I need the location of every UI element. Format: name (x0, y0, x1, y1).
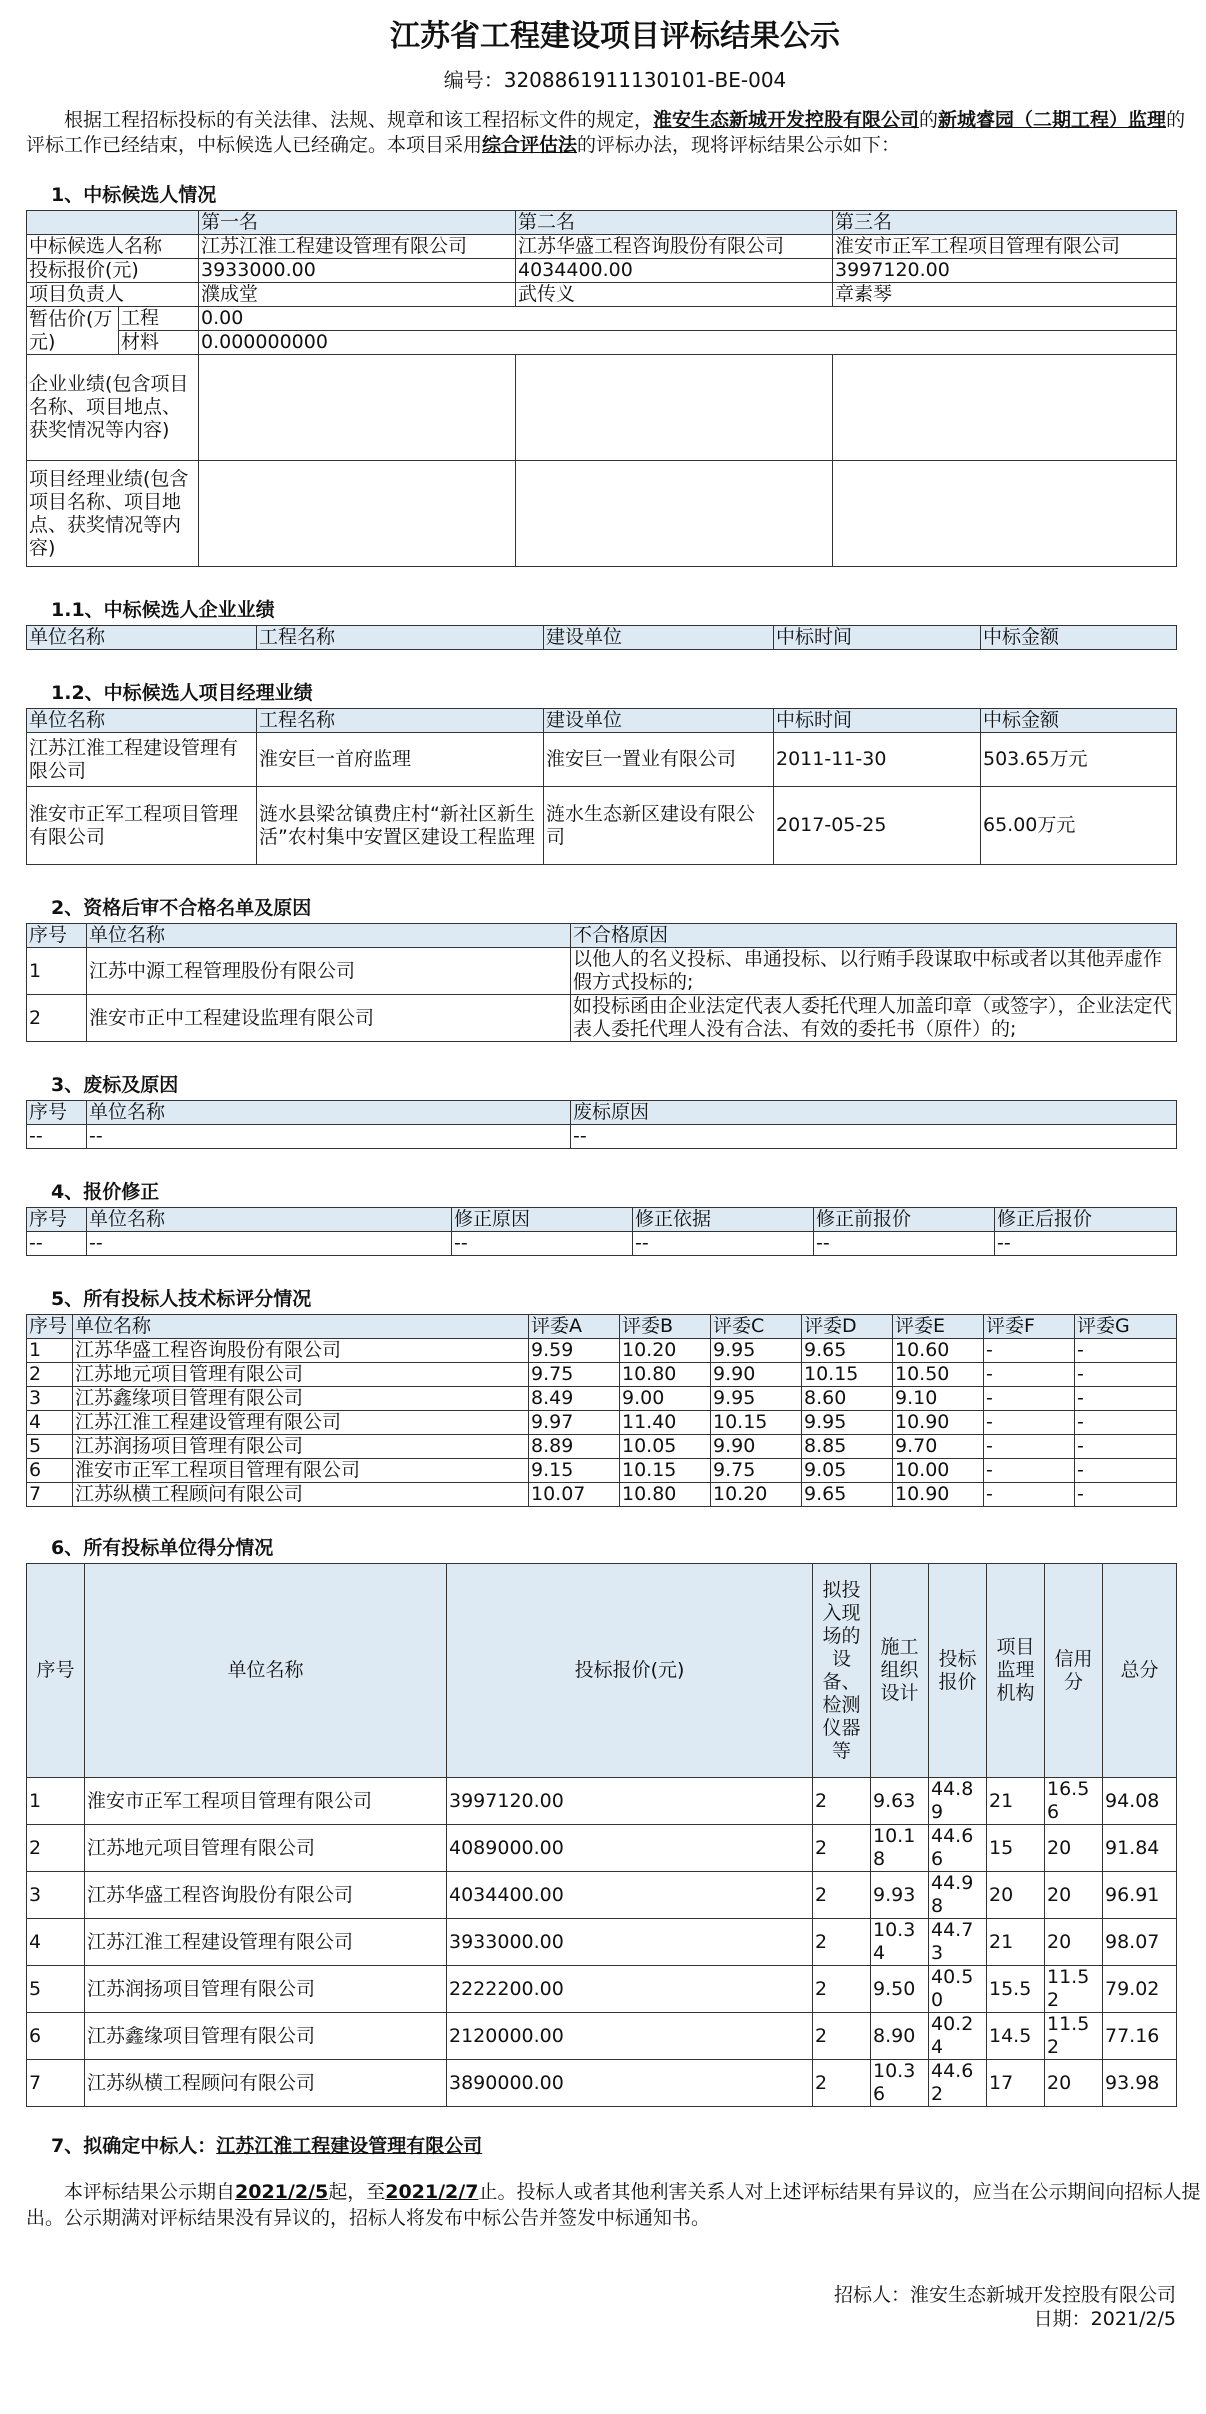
table-row: 1 淮安市正军工程项目管理有限公司 3997120.00 2 9.63 44.89 21 16.56 94.08 (27, 1778, 1177, 1825)
table-row: 1 江苏华盛工程咨询股份有限公司 9.59 10.20 9.95 9.65 10.60 - - (27, 1339, 1177, 1363)
table-row: 第一名 第二名 第三名 (27, 211, 1177, 235)
winner-name: 江苏江淮工程建设管理有限公司 (216, 2135, 483, 2157)
signature-block (26, 2283, 1204, 2331)
price-correction-table (26, 1207, 1177, 1256)
publicity-start: 2021/2/5 (235, 2181, 329, 2203)
section-2-title: 2、资格后审不合格名单及原因 (51, 897, 312, 919)
rejected-bids-table (26, 1100, 1177, 1149)
evaluation-method: 综合评估法 (482, 134, 578, 156)
table-row: 序号 单位名称 评委A 评委B 评委C 评委D 评委E 评委F 评委G (27, 1315, 1177, 1339)
table-row: 项目负责人 濮成堂 武传义 章素琴 (27, 283, 1177, 307)
section-4 (26, 1177, 1204, 1256)
table-row: 5 江苏润扬项目管理有限公司 2222200.00 2 9.50 40.50 15.5 11.52 79.02 (27, 1966, 1177, 2013)
section-3-title: 3、废标及原因 (51, 1074, 179, 1096)
table-row: 7 江苏纵横工程顾问有限公司 10.07 10.80 10.20 9.65 10.90 - - (27, 1483, 1177, 1507)
manager-performance-table (26, 708, 1177, 865)
table-row: 投标报价(元) 3933000.00 4034400.00 3997120.00 (27, 259, 1177, 283)
table-row: 淮安市正军工程项目管理有限公司 涟水县梁岔镇费庄村“新社区新生活”农村集中安置区建设工程监理 涟水生态新区建设有限公司 2017-05-25 65.00万元 (27, 787, 1177, 865)
table-row: -- -- -- -- -- -- (27, 1232, 1177, 1256)
table-row: 江苏江淮工程建设管理有限公司 淮安巨一首府监理 淮安巨一置业有限公司 2011-11-30 503.65万元 (27, 733, 1177, 787)
page-title: 江苏省工程建设项目评标结果公示 (390, 19, 840, 54)
publicity-end: 2021/2/7 (385, 2181, 479, 2203)
section-5 (26, 1284, 1204, 1507)
section-6 (26, 1533, 1204, 2107)
date-line: 日期：2021/2/5 (1033, 2308, 1176, 2330)
disqualified-table (26, 923, 1177, 1042)
section-6-title: 6、所有投标单位得分情况 (51, 1537, 274, 1559)
table-row: 序号 单位名称 修正原因 修正依据 修正前报价 修正后报价 (27, 1208, 1177, 1232)
table-row: 2 江苏地元项目管理有限公司 4089000.00 2 10.18 44.66 15 20 91.84 (27, 1825, 1177, 1872)
table-row: 3 江苏鑫缘项目管理有限公司 8.49 9.00 9.95 8.60 9.10 - - (27, 1387, 1177, 1411)
candidates-table (26, 210, 1177, 567)
table-row: 材料 0.000000000 (27, 331, 1177, 355)
section-1-2 (26, 678, 1204, 865)
table-row: 单位名称 工程名称 建设单位 中标时间 中标金额 (27, 626, 1177, 650)
table-row: 序号 单位名称 废标原因 (27, 1101, 1177, 1125)
table-row: 项目经理业绩(包含项目名称、项目地点、获奖情况等内容) (27, 461, 1177, 567)
intro-paragraph: 根据工程招标投标的有关法律、法规、规章和该工程招标文件的规定，淮安生态新城开发控股有限公司的新城睿园（二期工程）监理的评标工作已经结束，中标候选人已经确定。本项目采用综合评估法的评标办法，现将评标结果公示如下： (26, 109, 1186, 156)
section-2 (26, 893, 1204, 1042)
section-1 (26, 180, 1204, 567)
table-row: 2 江苏地元项目管理有限公司 9.75 10.80 9.90 10.15 10.50 - - (27, 1363, 1177, 1387)
section-3 (26, 1070, 1204, 1149)
table-row: 5 江苏润扬项目管理有限公司 8.89 10.05 9.90 8.85 9.70 - - (27, 1435, 1177, 1459)
company-performance-table (26, 625, 1177, 650)
table-row: 1 江苏中源工程管理股份有限公司 以他人的名义投标、串通投标、以行贿手段谋取中标或者以其他弄虚作假方式投标的; (27, 948, 1177, 995)
section-7 (26, 2131, 1204, 2161)
table-row: 3 江苏华盛工程咨询股份有限公司 4034400.00 2 9.93 44.98 20 20 96.91 (27, 1872, 1177, 1919)
table-row: 序号 单位名称 不合格原因 (27, 924, 1177, 948)
table-row: 2 淮安市正中工程建设监理有限公司 如投标函由企业法定代表人委托代理人加盖印章（或签字），企业法定代表人委托代理人没有合法、有效的委托书（原件）的; (27, 995, 1177, 1042)
table-row: 企业业绩(包含项目名称、项目地点、获奖情况等内容) (27, 355, 1177, 461)
document-code: 编号：3208861911130101-BE-004 (443, 68, 787, 92)
table-row: 序号 单位名称 投标报价(元) 拟投入现场的设备、检测仪器等 施工组织设计 投标报价 项目监理机构 信用分 总分 (27, 1564, 1177, 1778)
section-1-1-title: 1.1、中标候选人企业业绩 (51, 599, 275, 621)
table-row: 4 江苏江淮工程建设管理有限公司 9.97 11.40 10.15 9.95 10.90 - - (27, 1411, 1177, 1435)
table-row: 7 江苏纵横工程顾问有限公司 3890000.00 2 10.36 44.62 17 20 93.98 (27, 2060, 1177, 2107)
total-score-table (26, 1563, 1177, 2107)
closing-paragraph: 本评标结果公示期自2021/2/5起，至2021/2/7止。投标人或者其他利害关系人对上述评标结果有异议的，应当在公示期间向招标人提出。公示期满对评标结果没有异议的，招标人将发布中标公告并签发中标通知书。 (26, 2181, 1201, 2229)
table-row: 6 江苏鑫缘项目管理有限公司 2120000.00 2 8.90 40.24 14.5 11.52 77.16 (27, 2013, 1177, 2060)
table-row: 中标候选人名称 江苏江淮工程建设管理有限公司 江苏华盛工程咨询股份有限公司 淮安市正军工程项目管理有限公司 (27, 235, 1177, 259)
section-4-title: 4、报价修正 (51, 1181, 160, 1203)
table-row: 6 淮安市正军工程项目管理有限公司 9.15 10.15 9.75 9.05 10.00 - - (27, 1459, 1177, 1483)
section-7-title: 7、拟确定中标人：江苏江淮工程建设管理有限公司 (51, 2135, 483, 2157)
section-1-title: 1、中标候选人情况 (51, 184, 217, 206)
section-5-title: 5、所有投标人技术标评分情况 (51, 1288, 312, 1310)
technical-score-table (26, 1314, 1177, 1507)
section-1-2-title: 1.2、中标候选人项目经理业绩 (51, 682, 313, 704)
tenderer-name: 淮安生态新城开发控股有限公司 (653, 109, 920, 131)
table-row: 暂估价(万元) 工程 0.00 (27, 307, 1177, 331)
table-row: 单位名称 工程名称 建设单位 中标时间 中标金额 (27, 709, 1177, 733)
tenderer-line: 招标人：淮安生态新城开发控股有限公司 (833, 2284, 1176, 2306)
project-name: 新城睿园（二期工程）监理 (938, 109, 1167, 131)
table-row: 4 江苏江淮工程建设管理有限公司 3933000.00 2 10.34 44.73 21 20 98.07 (27, 1919, 1177, 1966)
document-page (26, 14, 1204, 2331)
section-1-1 (26, 595, 1204, 650)
table-row: -- -- -- (27, 1125, 1177, 1149)
